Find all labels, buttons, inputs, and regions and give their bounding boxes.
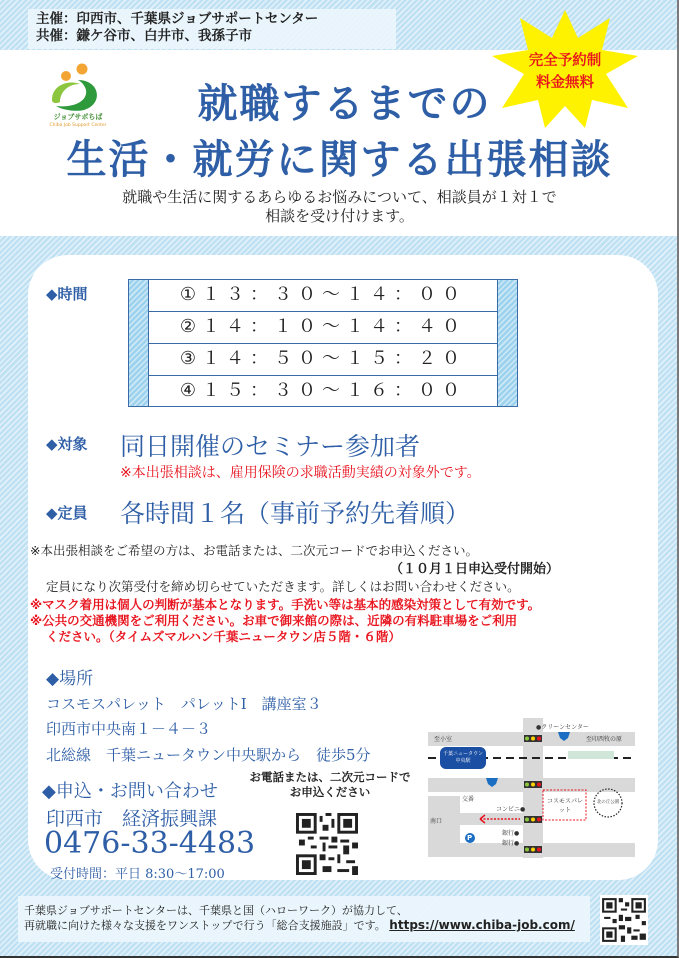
- lead-line1: 就職や生活に関するあらゆるお悩みについて、相談員が１対１で: [122, 188, 557, 206]
- capacity-label: ◆定員: [46, 504, 88, 522]
- mask-note: ※マスク着用は個人の判断が基本となります。手洗い等は基本的感染対策として有効です。: [30, 597, 541, 612]
- lead-line2: 相談を受け付けます。: [265, 207, 414, 225]
- target-value: 同日開催のセミナー参加者: [120, 432, 421, 461]
- title-line2: 生活・就労に関する出張相談: [66, 137, 613, 183]
- qr-caption-line1: お電話または、二次元コードで: [249, 770, 411, 784]
- organizers-box: [28, 9, 396, 49]
- apply-note: ※本出張相談をご希望の方は、お電話または、二次元コードでお申込ください。: [30, 543, 478, 558]
- map-label-conbini: コンビニ●: [496, 806, 526, 813]
- footer-box: [18, 896, 590, 942]
- map-label-bank-1: 銀行●: [502, 830, 520, 837]
- place-label: ◆場所: [46, 669, 94, 689]
- map-label-clean-center: ●クリーンセンター: [536, 724, 589, 731]
- logo-subtitle: Chiba Job Support Center: [49, 123, 107, 128]
- transport-note-2: ください。（タイムズマルハン千葉ニュータウン店５階・６階）: [46, 629, 401, 644]
- time-slot-4: ④１５：３０～１６：００: [179, 380, 467, 401]
- target-note: ※本出張相談は、雇用保険の求職活動実績の対象外です。: [120, 465, 481, 481]
- host-text: 主催：印西市、千葉県ジョブサポートセンター: [36, 11, 319, 27]
- map-parking-icon: P: [467, 834, 473, 842]
- place-access: 北総線 千葉ニュータウン中央駅から 徒歩5分: [46, 746, 371, 764]
- map-label-bank-2: 銀行●: [502, 840, 520, 847]
- map-label-station: 千葉ニュータウン中央駅: [442, 751, 483, 764]
- map-label-koban: 交番: [462, 796, 475, 803]
- time-table: [128, 279, 518, 407]
- apply-qr-code-icon[interactable]: [296, 813, 358, 875]
- badge-line2: 料金無料: [536, 75, 594, 91]
- footer-qr-code-icon[interactable]: [600, 895, 648, 945]
- place-address: 印西市中央南１－４－３: [46, 720, 212, 738]
- cohost-text: 共催：鎌ケ谷市、白井市、我孫子市: [36, 28, 252, 44]
- time-slot-1: ①１３：３０～１４：００: [149, 280, 497, 312]
- map-label-park: 北の丘公園: [596, 800, 620, 805]
- target-label: ◆対象: [46, 435, 88, 453]
- footer-line2: [24, 918, 590, 933]
- qr-caption-line2: お申込ください: [289, 785, 371, 799]
- contact-hours: 受付時間：平日 8:30～17:00: [50, 867, 225, 882]
- map-label-venue: コスモスパレット: [546, 798, 583, 814]
- place-venue: コスモスパレット パレットⅠ 講座室３: [46, 695, 322, 713]
- time-slot-2: ②１４：１０～１４：４０: [149, 312, 497, 344]
- title-line1: 就職するまでの: [197, 81, 492, 127]
- time-slot-3: ③１４：５０～１５：２０: [149, 344, 497, 376]
- badge-text: [505, 50, 625, 94]
- time-table-right-band: [497, 280, 517, 406]
- apply-start-note: （１０月１日申込受付開始）: [390, 562, 560, 577]
- time-label: ◆時間: [46, 285, 88, 303]
- contact-label: ◆申込・お問い合わせ: [42, 781, 218, 802]
- time-table-left-band: [129, 280, 149, 406]
- map-label-to-right: 至印西牧の原: [586, 736, 623, 743]
- map-label-to-left: 至小室: [434, 736, 453, 743]
- footer-line2-text: 再就職に向けた様々な支援をワンストップで行う「総合支援施設」です。: [24, 919, 386, 932]
- transport-note-1: ※公共の交通機関をご利用ください。お車で御来館の際は、近隣の有料駐車場をご利用: [30, 613, 518, 628]
- close-note: 定員になり次第受付を締め切らせていただきます。詳しくはお問い合わせください。: [46, 579, 520, 594]
- qr-caption: [240, 770, 420, 800]
- access-map: [428, 718, 635, 858]
- capacity-value: 各時間１名（事前予約先着順）: [120, 499, 471, 528]
- footer-line1: 千葉県ジョブサポートセンターは、千葉県と国（ハローワーク）が協力して、: [24, 904, 408, 917]
- contact-phone: 0476-33-4483: [44, 826, 256, 861]
- contact-dept: 印西市 経済振興課: [46, 808, 218, 830]
- footer-url-link[interactable]: https://www.chiba-job.com/: [389, 918, 575, 932]
- logo-name: ジョブサポちば: [53, 113, 103, 121]
- badge-line1: 完全予約制: [528, 53, 602, 69]
- map-label-south-exit: 南口: [430, 818, 443, 825]
- lead-text: [0, 188, 679, 226]
